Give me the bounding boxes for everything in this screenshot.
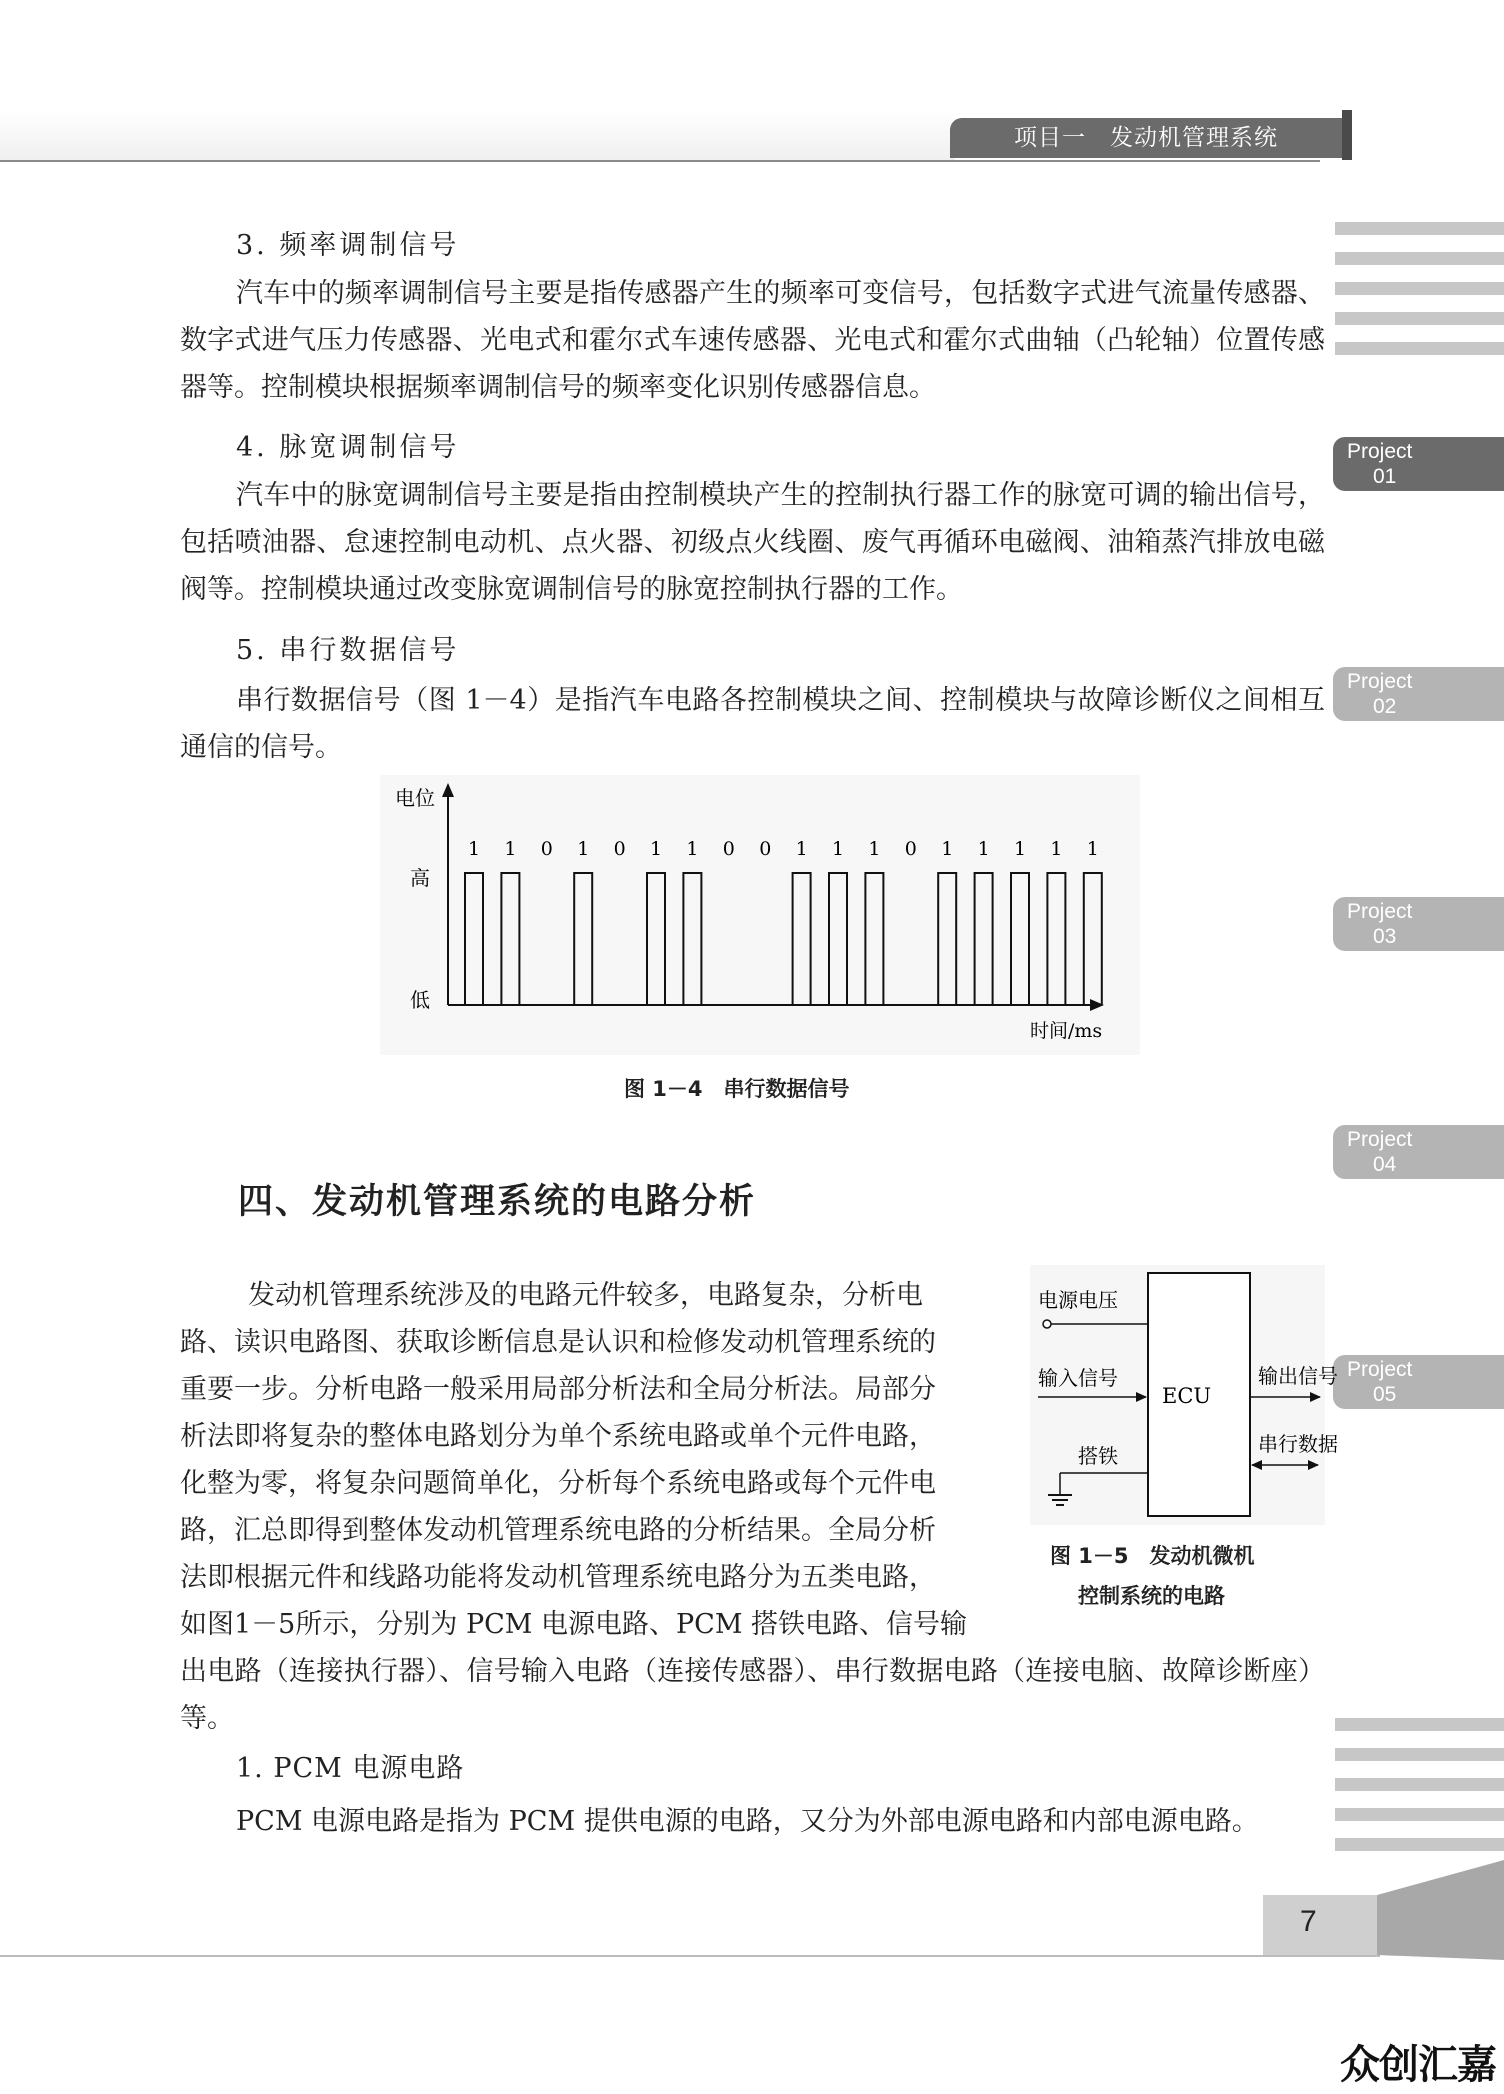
bit-label: 1 [1014,838,1027,860]
tab-number: 05 [1373,1383,1397,1406]
para-line: 路，汇总即得到整体发动机管理系统电路的分析结果。全局分析 [180,1515,936,1546]
decor-stripe [1335,342,1504,355]
header-tab-edge [1342,110,1352,160]
decor-stripe [1335,1718,1504,1731]
tab-number: 01 [1373,465,1397,488]
bit-label: 1 [832,838,845,860]
bit-label: 1 [795,838,808,860]
para-circuit-analysis-tail: 出电路（连接执行器）、信号输入电路（连接传感器）、串行数据电路（连接电脑、故障诊断座）等。 [180,1656,1325,1734]
bit-label: 1 [1086,838,1099,860]
decor-stripe [1335,312,1504,325]
para-line: 法即根据元件和线路功能将发动机管理系统电路分为五类电路， [180,1562,936,1593]
para-line: 如图1－5所示，分别为 PCM 电源电路、PCM 搭铁电路、信号输 [180,1609,968,1640]
footer-rule [0,1955,1380,1957]
bit-label: 1 [504,838,517,860]
bit-label: 0 [904,838,917,860]
x-axis-label: 时间/ms [1030,1020,1103,1042]
decor-stripe [1335,1838,1504,1851]
bit-label: 0 [613,838,626,860]
ecu-label: ECU [1162,1384,1212,1408]
decor-stripe [1335,252,1504,265]
page-number-notch [1255,1895,1263,1955]
y-axis-label: 电位 [395,786,435,810]
heading-freq-modulation: 3. 频率调制信号 [236,230,460,261]
para-line: 重要一步。分析电路一般采用局部分析法和全局分析法。局部分 [180,1374,936,1405]
para-line: 路、读识电路图、获取诊断信息是认识和检修发动机管理系统的 [180,1327,936,1358]
figure-1-5-caption-line1: 图 1－5 发动机微机 [1050,1544,1255,1568]
heading-serial-data: 5. 串行数据信号 [236,635,460,666]
figure-1-4-caption: 图 1－4 串行数据信号 [624,1077,850,1101]
decor-stripe [1335,1748,1504,1761]
tab-project-03[interactable] [1333,897,1504,951]
bit-label: 1 [868,838,881,860]
tab-project-01[interactable] [1333,437,1504,491]
tab-project-04[interactable] [1333,1125,1504,1179]
tab-label: Project [1347,1358,1413,1381]
header-band [0,110,955,160]
para-line: 发动机管理系统涉及的电路元件较多，电路复杂，分析电 [248,1280,923,1311]
decor-stripe [1335,1778,1504,1791]
bit-label: 1 [1050,838,1063,860]
para-pcm-power: PCM 电源电路是指为 PCM 提供电源的电路，又分为外部电源电路和内部电源电路。 [236,1806,1259,1837]
para-pulse-width: 汽车中的脉宽调制信号主要是指由控制模块产生的控制执行器工作的脉宽可调的输出信号，包括喷油器、怠速控制电动机、点火器、初级点火线圈、废气再循环电磁阀、油箱蒸汽排放电磁阀等。控制模块通过改变脉宽调制信号的脉宽控制执行器的工作。 [180,480,1325,605]
serial-signal-figure [380,775,1140,1055]
tab-number: 02 [1373,695,1397,718]
bit-label: 1 [577,838,590,860]
power-label: 电源电压 [1038,1288,1118,1312]
footer-wedge [1377,1860,1504,1960]
high-level-label: 高 [410,866,430,890]
decor-stripe [1335,222,1504,235]
tab-number: 03 [1373,925,1397,948]
decor-stripe [1335,1808,1504,1821]
bit-label: 1 [468,838,481,860]
bit-label: 0 [540,838,553,860]
bit-label: 1 [650,838,663,860]
para-line: 析法即将复杂的整体电路划分为单个系统电路或单个元件电路， [180,1421,936,1452]
bit-label: 1 [941,838,954,860]
para-line: 化整为零，将复杂问题简单化，分析每个系统电路或每个元件电 [180,1468,936,1499]
page-number: 7 [1300,1905,1317,1938]
low-level-label: 低 [410,988,430,1012]
para-serial-data: 串行数据信号（图 1－4）是指汽车电路各控制模块之间、控制模块与故障诊断仪之间相互通信的信号。 [180,685,1325,763]
header-rule [0,160,1320,162]
bit-label: 0 [759,838,772,860]
tab-label: Project [1347,440,1413,463]
serial-label: 串行数据 [1258,1432,1338,1456]
para-circuit-analysis [180,1272,1010,1648]
ground-label: 搭铁 [1078,1444,1118,1468]
section-title-circuit-analysis: 四、发动机管理系统的电路分析 [238,1182,757,1222]
bit-label: 1 [977,838,990,860]
para-freq-modulation: 汽车中的频率调制信号主要是指传感器产生的频率可变信号，包括数字式进气流量传感器、数字式进气压力传感器、光电式和霍尔式车速传感器、光电式和霍尔式曲轴（凸轮轴）位置传感器等。控制模块根据频率调制信号的频率变化识别传感器信息。 [180,278,1325,403]
heading-pulse-width: 4. 脉宽调制信号 [236,432,460,463]
tab-label: Project [1347,900,1413,923]
heading-pcm-power: 1. PCM 电源电路 [236,1753,465,1784]
chapter-header: 项目一 发动机管理系统 [950,118,1342,158]
power-terminal-icon [1043,1320,1051,1328]
watermark-logo: 众创汇嘉 [1340,2042,1496,2088]
tab-project-05[interactable] [1333,1355,1504,1409]
bit-label: 0 [722,838,735,860]
output-label: 输出信号 [1258,1364,1338,1388]
footer-wedge-shape [1377,1860,1504,1960]
figure-1-5-caption-line2: 控制系统的电路 [1078,1584,1225,1608]
tab-label: Project [1347,670,1413,693]
decor-stripe [1335,282,1504,295]
tab-number: 04 [1373,1153,1397,1176]
tab-project-02[interactable] [1333,667,1504,721]
bit-label: 1 [686,838,699,860]
input-label: 输入信号 [1038,1366,1118,1390]
figure-background [380,775,1140,1055]
tab-label: Project [1347,1128,1413,1151]
ecu-circuit-figure [1030,1265,1338,1525]
